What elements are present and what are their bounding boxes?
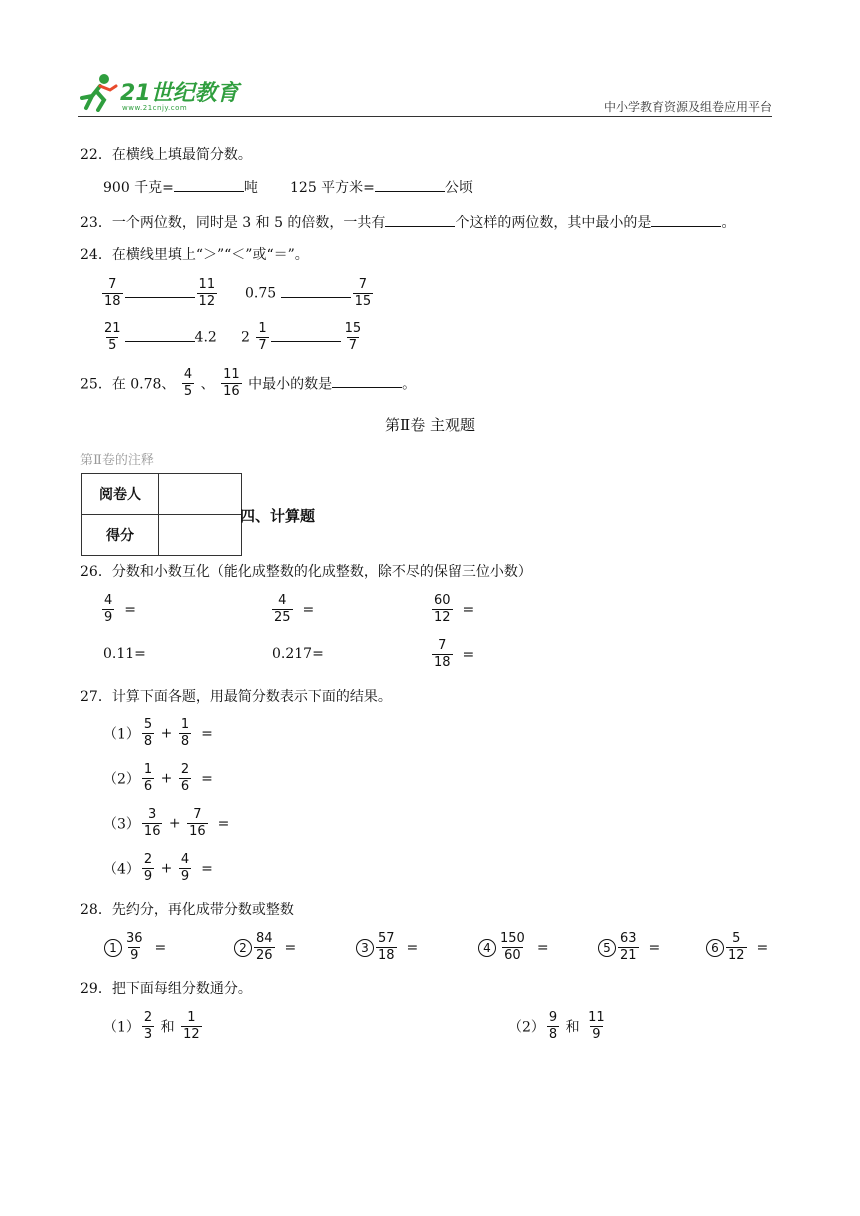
fraction: $\frac{4}{9}$ [104,593,113,625]
q28-item-3: 3 $\frac{57}{18}$ = [356,932,418,963]
answer-blank[interactable] [332,373,402,388]
score-table-score-label: 得分 [82,515,159,556]
q24-value: 4.2 [194,329,217,346]
question-22-text: 22．在横线上填最简分数。 [80,147,252,163]
fraction: $\frac{5}{12}$ [728,931,745,963]
question-22-item1 [103,177,258,197]
section-2-title: 第Ⅱ卷 主观题 [385,416,475,434]
fraction: $\frac{7}{16}$ [189,807,206,839]
fraction: $\frac{1}{8}$ [180,717,190,749]
fraction: $\frac{57}{18}$ [378,931,395,963]
q28-item-6: 6 $\frac{5}{12}$ = [706,932,768,963]
fraction: $\frac{4}{25}$ [274,593,291,625]
q28-item-4: 4 $\frac{150}{60}$ = [478,932,549,963]
q27-item-3: （3） $\frac{3}{16}$ + $\frac{7}{16}$ = [103,807,230,839]
fraction: $\frac{2}{9}$ [143,852,153,884]
answer-blank[interactable] [125,327,195,342]
q24-compare-3 [100,322,217,353]
question-24-text: 24．在横线里填上“＞”“＜”或“＝”。 [80,247,309,263]
q24-compare-4 [241,322,365,353]
question-27-text: 27．计算下面各题，用最简分数表示下面的结果。 [80,689,392,705]
section-4-title: 四、计算题 [240,507,316,525]
fraction: $\frac{11}{12}$ [198,277,216,309]
q26-item-b: $\frac{4}{25}$ = [274,593,315,625]
answer-blank[interactable] [174,177,244,192]
fraction: $\frac{63}{21}$ [620,931,637,963]
header-divider [78,116,772,117]
fraction: $\frac{150}{60}$ [500,931,525,963]
question-29-text: 29．把下面每组分数通分。 [80,981,252,997]
answer-blank[interactable] [271,327,341,342]
fraction: $\frac{1}{7}$ [258,321,267,353]
fraction: $\frac{4}{9}$ [180,852,190,884]
q28-item-5: 5 $\frac{63}{21}$ = [598,932,660,963]
fraction: $\frac{11}{16}$ [223,367,240,399]
question-26-text: 26．分数和小数互化（能化成整数的化成整数，除不尽的保留三位小数） [80,564,532,580]
header-platform-name: 中小学教育资源及组卷应用平台 [603,100,772,114]
answer-blank[interactable] [651,212,721,227]
fraction: $\frac{9}{8}$ [548,1010,558,1042]
score-table [81,473,242,556]
q25-prefix: 25．在 0.78、 [80,376,176,393]
q26-item-d: 0.11= [103,646,146,662]
q28-item-1: 1 $\frac{36}{9}$ = [104,932,166,963]
q26-item-f: $\frac{7}{18}$ = [434,638,475,670]
fraction: $\frac{60}{12}$ [434,593,451,625]
answer-blank[interactable] [281,283,351,298]
q26-item-a: $\frac{4}{9}$ = [104,593,137,625]
site-logo [78,70,248,116]
q23-part2: 个这样的两位数，其中最小的是 [455,215,652,231]
q25-end: 。 [402,376,417,393]
q23-part1: 23．一个两位数，同时是 3 和 5 的倍数，一共有 [80,215,386,231]
score-table-grader-cell[interactable] [159,474,242,515]
fraction: $\frac{5}{8}$ [143,717,153,749]
answer-blank[interactable] [385,212,455,227]
score-table-grader-label: 阅卷人 [82,474,159,515]
fraction: $\frac{4}{5}$ [183,367,193,399]
fraction: $\frac{84}{26}$ [256,931,273,963]
fraction: $\frac{11}{9}$ [588,1010,605,1042]
q22-item1-prefix: 900 千克= [103,180,174,196]
q27-item-2: （2） $\frac{1}{6}$ + $\frac{2}{6}$ = [103,762,213,794]
q27-item-4: （4） $\frac{2}{9}$ + $\frac{4}{9}$ = [103,852,213,884]
q28-item-2: 2 $\frac{84}{26}$ = [234,932,296,963]
fraction: $\frac{2}{6}$ [180,762,190,794]
q24-compare-2 [245,278,375,309]
q22-item1-suffix: 吨 [243,180,258,196]
q25-separator: 、 [200,376,215,393]
question-28-text: 28．先约分，再化成带分数或整数 [80,902,294,918]
section-2-note: 第Ⅱ卷的注释 [80,453,154,468]
fraction: $\frac{1}{12}$ [183,1010,200,1042]
fraction: $\frac{2}{3}$ [143,1010,153,1042]
score-table-score-cell[interactable] [159,515,242,556]
q24-compare-1 [100,278,219,309]
q24-mixed-whole: 2 [241,329,250,346]
logo-url: www.21cnjy.com [122,104,188,112]
fraction: $\frac{7}{18}$ [104,277,121,309]
q27-item-1: （1） $\frac{5}{8}$ + $\frac{1}{8}$ = [103,717,213,749]
fraction: $\frac{36}{9}$ [126,931,143,963]
question-25 [80,368,416,399]
q22-item2-suffix: 公顷 [444,180,473,196]
q26-item-e: 0.217= [272,646,324,662]
question-22-item2 [290,177,473,197]
fraction: $\frac{21}{5}$ [104,321,121,353]
fraction: $\frac{3}{16}$ [143,807,161,839]
runner-icon [78,72,118,112]
q25-suffix: 中最小的数是 [248,376,333,393]
fraction: $\frac{7}{15}$ [354,277,372,309]
question-23 [80,212,735,232]
fraction: $\frac{1}{6}$ [143,762,153,794]
q29-group-2: （2） $\frac{9}{8}$ 和 $\frac{11}{9}$ [508,1010,605,1042]
q24-value: 0.75 [245,285,277,302]
fraction: $\frac{15}{7}$ [344,321,362,353]
q29-group-1: （1） $\frac{2}{3}$ 和 $\frac{1}{12}$ [103,1010,200,1042]
fraction: $\frac{7}{18}$ [434,638,451,670]
answer-blank[interactable] [375,177,445,192]
q22-item2-prefix: 125 平方米= [290,180,375,196]
q23-part3: 。 [721,215,736,231]
answer-blank[interactable] [125,283,195,298]
q26-item-c: $\frac{60}{12}$ = [434,593,475,625]
logo-text: 21世纪教育 [120,81,239,106]
